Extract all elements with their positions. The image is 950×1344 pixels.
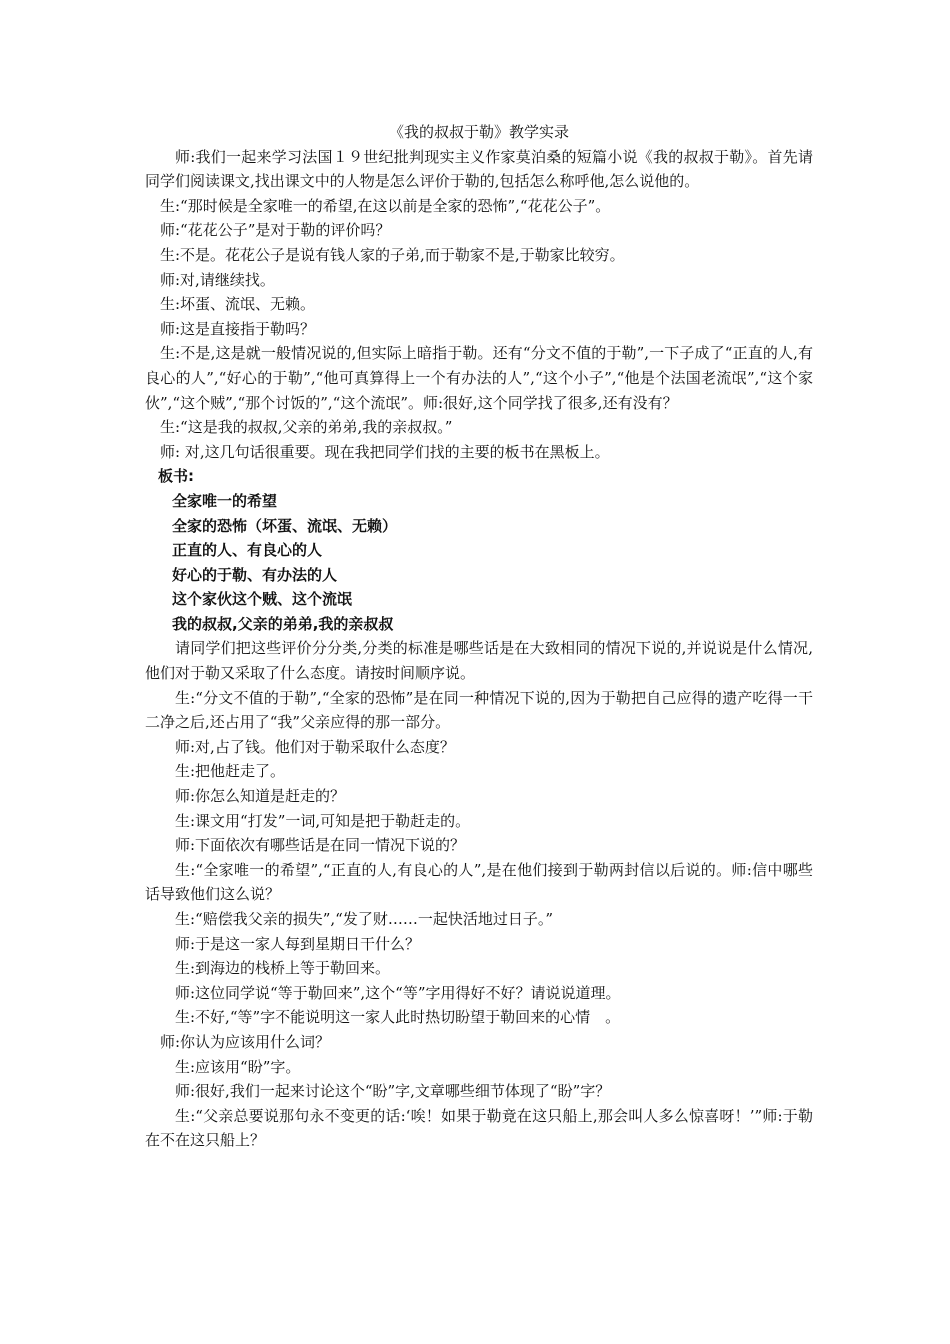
paragraph: 生:不好,“等”字不能说明这一家人此时热切盼望于勒回来的心情 。 — [175, 1008, 621, 1027]
intro-section — [145, 145, 813, 465]
paragraph: 生:“父亲总要说那句永不变更的话:‘唉！如果于勒竟在这只船上,那会叫人多么惊喜呀！’”师:于勒在不在这只船上？ — [145, 1106, 813, 1150]
board-item: 正直的人、有良心的人 — [172, 541, 323, 560]
paragraph: 生:不是。花花公子是说有钱人家的子弟,而于勒家不是,于勒家比较穷。 — [160, 245, 625, 264]
paragraph: 师:你认为应该用什么词？ — [160, 1032, 331, 1051]
paragraph: 师:我们一起来学习法国１９世纪批判现实主义作家莫泊桑的短篇小说《我的叔叔于勒》。首先请同学们阅读课文,找出课文中的人物是怎么评价于勒的,包括怎么称呼他,怎么说他的。 — [145, 147, 813, 191]
paragraph: 生:不是,这是就一般情况说的,但实际上暗指于勒。还有“分文不值的于勒”,一下子成了“正直的人,有良心的人”,“好心的于勒”,“他可真算得上一个有办法的人”,“这个小子”,“他是个法国老流氓”,“这个家伙”,“这个贼”,“那个讨饭的”,“这个流氓”。师:很好,这个同学找了很多,还有没有？ — [145, 344, 813, 412]
paragraph: 师:对,请继续找。 — [160, 270, 275, 289]
paragraph: 师:这是直接指于勒吗？ — [160, 319, 316, 338]
paragraph: 生:坏蛋、流氓、无赖。 — [160, 295, 316, 314]
board-item: 全家唯一的希望 — [172, 491, 278, 510]
paragraph: 生:“全家唯一的希望”,“正直的人,有良心的人”,是在他们接到于勒两封信以后说的。师:信中哪些话导致他们这么说？ — [145, 860, 813, 904]
paragraph: 师: 对,这几句话很重要。现在我把同学们找的主要的板书在黑板上。 — [160, 442, 610, 461]
board-label: 板书: — [158, 467, 194, 486]
paragraph: 师:下面依次有哪些话是在同一情况下说的？ — [175, 836, 466, 855]
paragraph: 师:“花花公子”是对于勒的评价吗？ — [160, 221, 391, 240]
paragraph: 师:于是这一家人每到星期日干什么？ — [175, 934, 421, 953]
paragraph: 师:你怎么知道是赶走的？ — [175, 787, 346, 806]
paragraph: 师:很好,我们一起来讨论这个“盼”字,文章哪些细节体现了“盼”字？ — [175, 1082, 611, 1101]
paragraph: 师:对,占了钱。他们对于勒采取什么态度？ — [175, 737, 455, 756]
paragraph: 生:到海边的栈桥上等于勒回来。 — [175, 959, 391, 978]
board-list — [145, 489, 813, 637]
dialogue-section — [145, 636, 813, 1152]
paragraph: 生:“那时候是全家唯一的希望,在这以前是全家的恐怖”,“花花公子”。 — [160, 196, 611, 215]
board-item: 好心的于勒、有办法的人 — [172, 565, 338, 584]
document-body — [145, 120, 813, 1153]
paragraph: 生:“赔偿我父亲的损失”,“发了财……一起快活地过日子。” — [175, 910, 553, 928]
paragraph: 请同学们把这些评价分分类,分类的标准是哪些话是在大致相同的情况下说的,并说说是什么情况,他们对于勒又采取了什么态度。请按时间顺序说。 — [145, 639, 813, 683]
paragraph: 生:“分文不值的于勒”,“全家的恐怖”是在同一种情况下说的,因为于勒把自己应得的遗产吃得一干二净之后,还占用了“我”父亲应得的那一部分。 — [145, 688, 813, 732]
board-item: 这个家伙这个贼、这个流氓 — [172, 590, 353, 609]
paragraph: 生:“这是我的叔叔,父亲的弟弟,我的亲叔叔。” — [160, 418, 453, 437]
document-title: 《我的叔叔于勒》教学实录 — [388, 123, 569, 141]
paragraph: 生:课文用“打发”一词,可知是把于勒赶走的。 — [175, 811, 471, 830]
paragraph: 师:这位同学说“等于勒回来”,这个“等”字用得好不好？请说说道理。 — [175, 983, 621, 1002]
paragraph: 生:把他赶走了。 — [175, 762, 286, 781]
board-item: 全家的恐怖（坏蛋、流氓、无赖） — [172, 516, 398, 535]
paragraph: 生:应该用“盼”字。 — [175, 1057, 301, 1076]
board-item: 我的叔叔,父亲的弟弟,我的亲叔叔 — [172, 614, 394, 633]
